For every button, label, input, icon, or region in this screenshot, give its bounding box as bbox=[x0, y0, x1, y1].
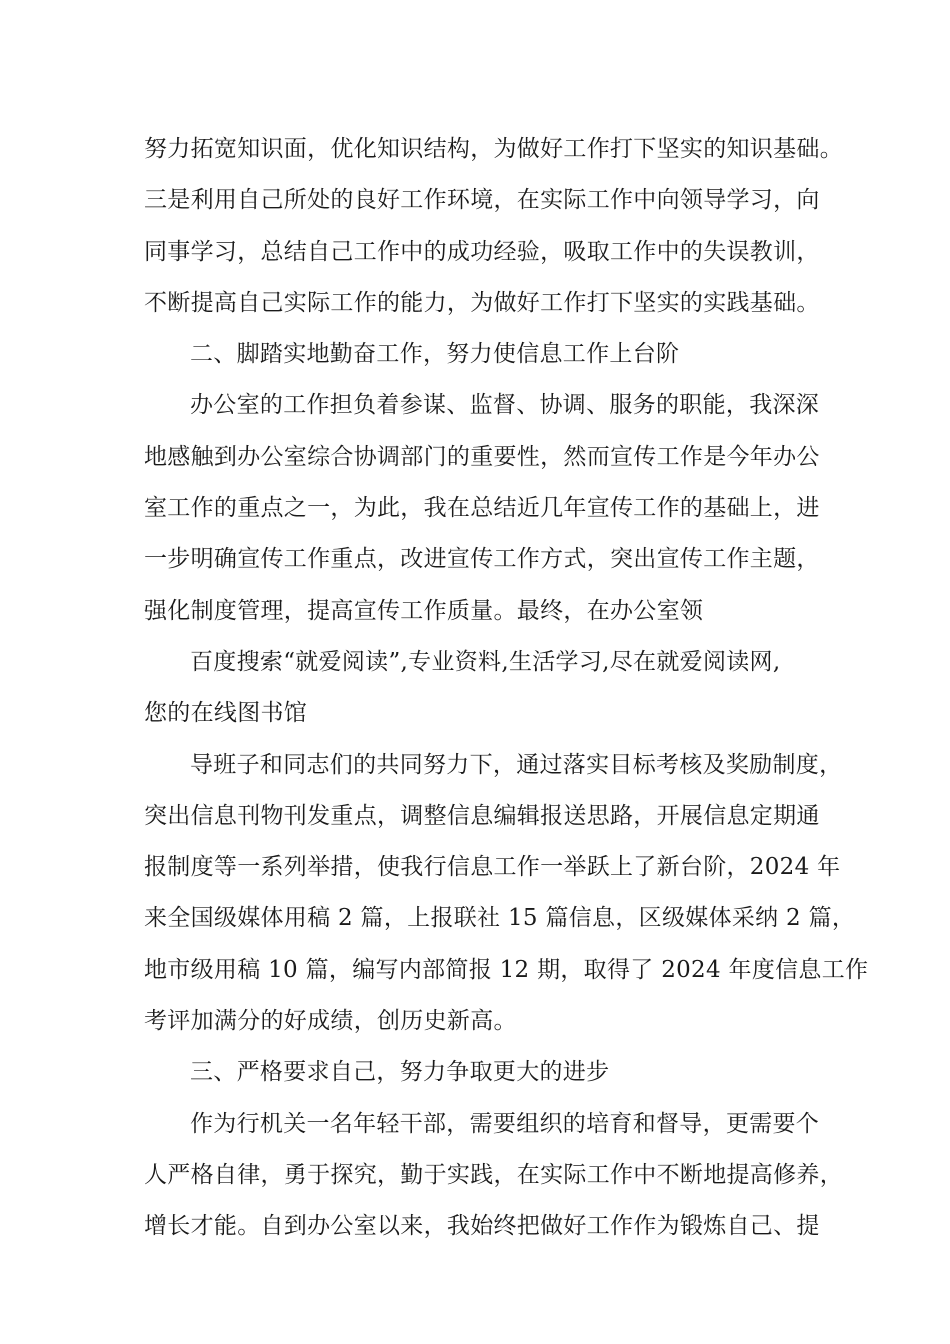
text-line: 您的在线图书馆 bbox=[144, 700, 308, 727]
text-line: 不断提高自己实际工作的能力，为做好工作打下坚实的实践基础。 bbox=[144, 289, 820, 316]
text-line: 报制度等一系列举措，使我行信息工作一举跃上了新台阶，2024 年 bbox=[144, 854, 841, 881]
text-line: 同事学习，总结自己工作中的成功经验，吸取工作中的失误教训， bbox=[144, 238, 820, 265]
document-body bbox=[144, 124, 869, 1253]
text-line: 来全国级媒体用稿 2 篇，上报联社 15 篇信息，区级媒体采纳 2 篇， bbox=[144, 905, 856, 932]
text-line: 室工作的重点之一，为此，我在总结近几年宣传工作的基础上，进 bbox=[144, 495, 820, 522]
text-line: 考评加满分的好成绩，创历史新高。 bbox=[144, 1008, 517, 1035]
text-line: 地市级用稿 10 篇，编写内部简报 12 期，取得了 2024 年度信息工作 bbox=[144, 956, 869, 983]
text-line: 三是利用自己所处的良好工作环境，在实际工作中向领导学习，向 bbox=[144, 187, 820, 214]
text-line: 三、严格要求自己，努力争取更大的进步 bbox=[190, 1059, 610, 1086]
text-line: 努力拓宽知识面，优化知识结构，为做好工作打下坚实的知识基础。 bbox=[144, 136, 843, 162]
text-line: 强化制度管理，提高宣传工作质量。最终，在办公室领 bbox=[144, 597, 704, 624]
text-line: 一步明确宣传工作重点，改进宣传工作方式，突出宣传工作主题， bbox=[144, 546, 820, 573]
text-line: 人严格自律，勇于探究，勤于实践，在实际工作中不断地提高修养， bbox=[144, 1161, 843, 1188]
text-line: 作为行机关一名年轻干部，需要组织的培育和督导，更需要个 bbox=[190, 1110, 820, 1137]
text-line: 二、脚踏实地勤奋工作，努力使信息工作上台阶 bbox=[190, 341, 680, 368]
text-line: 增长才能。自到办公室以来，我始终把做好工作作为锻炼自己、提 bbox=[144, 1213, 820, 1240]
text-line: 办公室的工作担负着参谋、监督、协调、服务的职能，我深深 bbox=[190, 392, 820, 419]
text-line: 地感触到办公室综合协调部门的重要性，然而宣传工作是今年办公 bbox=[144, 443, 820, 470]
text-line: 百度搜索“就爱阅读”,专业资料,生活学习,尽在就爱阅读网, bbox=[190, 648, 781, 675]
text-line: 导班子和同志们的共同努力下，通过落实目标考核及奖励制度， bbox=[190, 751, 843, 778]
text-line: 突出信息刊物刊发重点，调整信息编辑报送思路，开展信息定期通 bbox=[144, 802, 820, 829]
